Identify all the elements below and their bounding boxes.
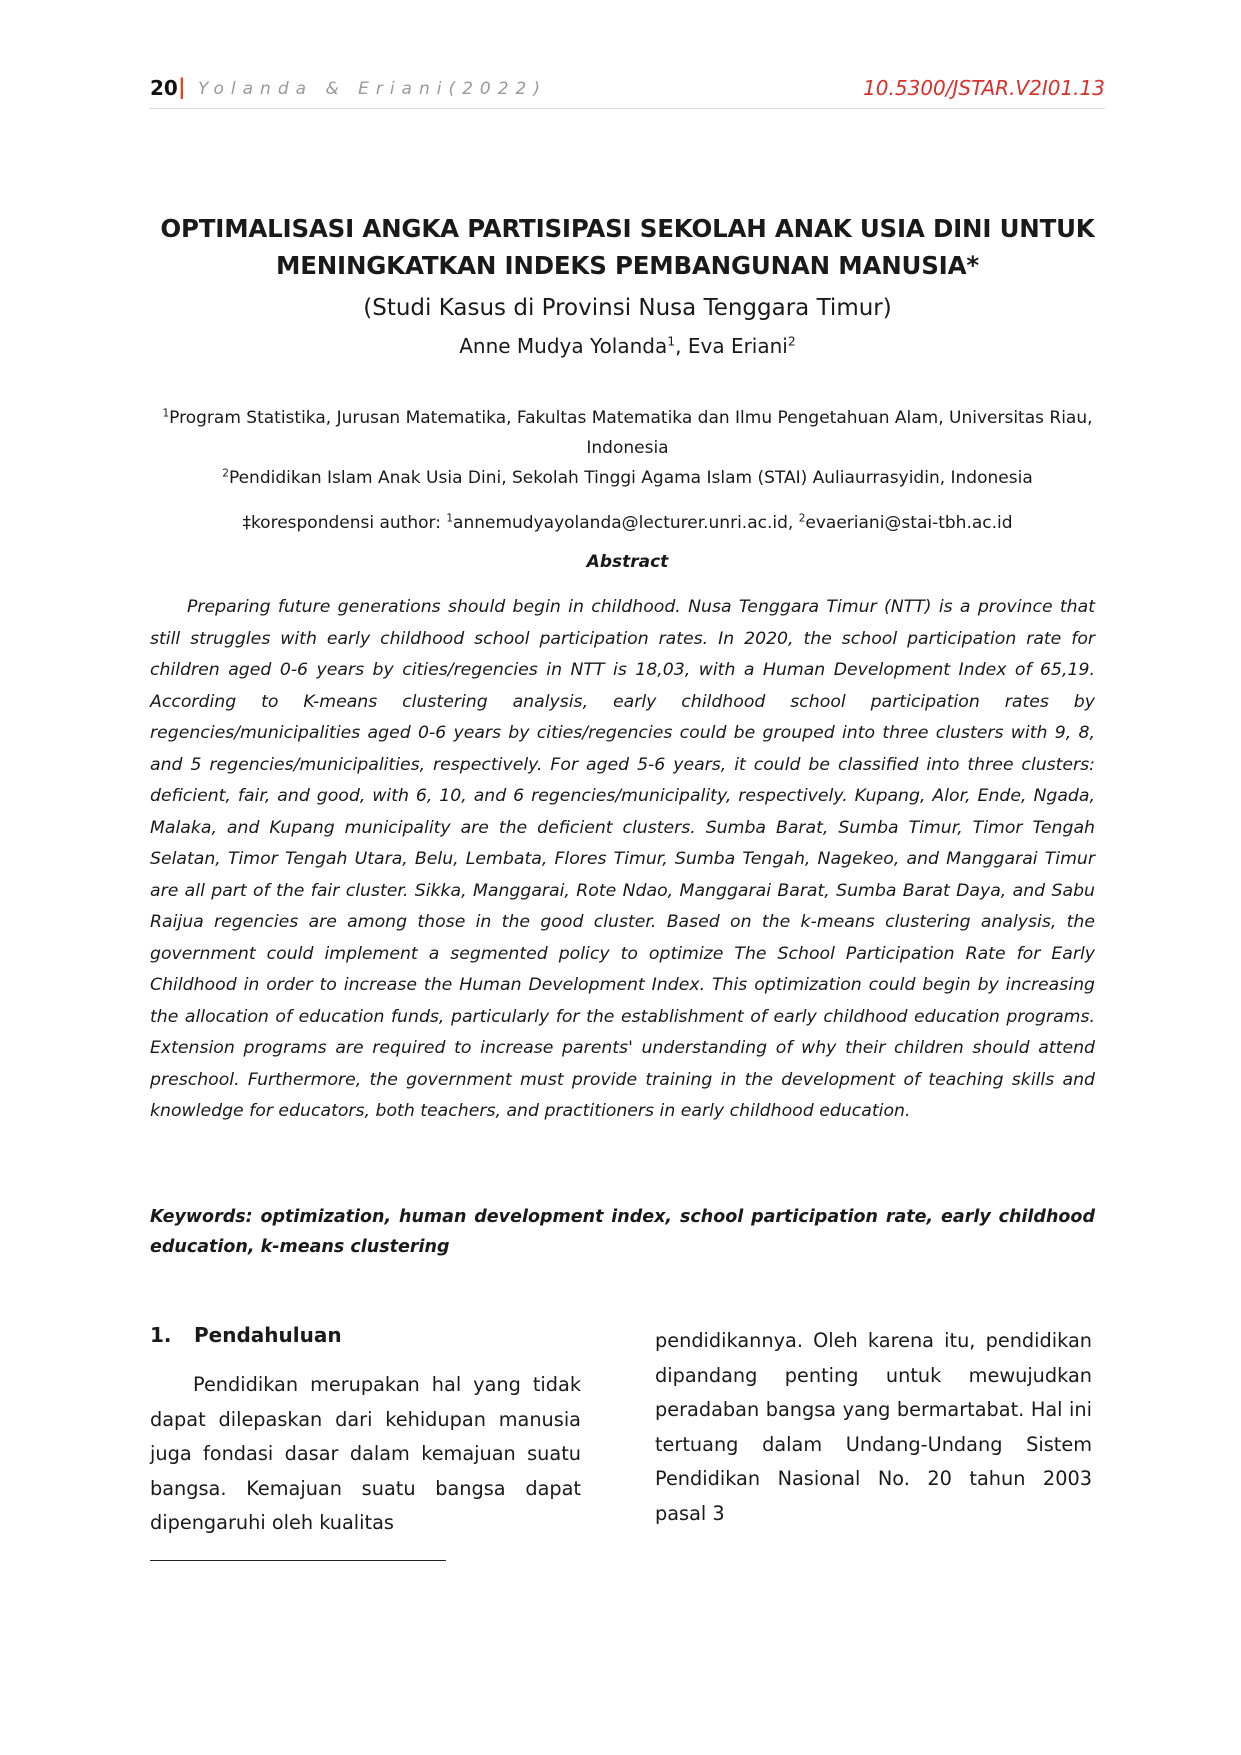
affiliation-2 bbox=[150, 463, 1105, 493]
section-title: Pendahuluan bbox=[194, 1323, 342, 1347]
doi-link[interactable]: 10.5300/JSTAR.V2I01.13 bbox=[863, 76, 1105, 100]
section-number: 1. bbox=[150, 1323, 172, 1347]
affiliation-mark: 1 bbox=[162, 407, 170, 420]
affiliation-1 bbox=[150, 403, 1105, 463]
affiliation-text: Pendidikan Islam Anak Usia Dini, Sekolah Tinggi Agama Islam (STAI) Auliaurrasyidin, Indonesia bbox=[228, 468, 1033, 488]
correspondence-label: ‡korespondensi author: bbox=[242, 513, 447, 533]
affiliation-text: Program Statistika, Jurusan Matematika, Fakultas Matematika dan Ilmu Pengetahuan Alam, Universitas Riau, Indonesia bbox=[169, 408, 1093, 458]
affiliation-mark: 2 bbox=[222, 467, 229, 480]
body-text-left-column: Pendidikan merupakan hal yang tidak dapat dilepaskan dari kehidupan manusia juga fondasi dasar dalam kemajuan suatu bangsa. Kemajuan suatu bangsa dapat dipengaruhi oleh kualitas bbox=[150, 1373, 581, 1534]
email-link[interactable]: evaeriani@stai-tbh.ac.id bbox=[805, 513, 1013, 533]
affiliation-mark: 2 bbox=[798, 512, 806, 525]
section-heading bbox=[150, 1323, 342, 1347]
author-separator: , bbox=[675, 334, 688, 358]
author-name: Eva Eriani bbox=[687, 334, 788, 358]
correspondence-line bbox=[150, 508, 1105, 538]
keywords: Keywords: optimization, human development index, school participation rate, early childhood education, k-means clustering bbox=[150, 1207, 1095, 1257]
footnote-divider bbox=[150, 1560, 446, 1561]
email-separator: , bbox=[787, 513, 799, 533]
affiliation-mark: 2 bbox=[787, 333, 796, 349]
body-text-right-column: pendidikannya. Oleh karena itu, pendidikan dipandang penting untuk mewujudkan peradaban bangsa yang bermartabat. Hal ini tertuang dalam Undang-Undang Sistem Pendidikan Nasional No. 20 tahun 2003 pasal 3 bbox=[655, 1329, 1092, 1525]
affiliation-mark: 1 bbox=[446, 512, 454, 525]
paper-title: OPTIMALISASI ANGKA PARTISIPASI SEKOLAH ANAK USIA DINI UNTUK MENINGKATKAN INDEKS PEMBANGUNAN MANUSIA* bbox=[160, 214, 1095, 280]
page-header bbox=[150, 74, 1105, 109]
page-number: 20 bbox=[150, 76, 178, 100]
abstract-heading: Abstract bbox=[586, 552, 669, 572]
author-list bbox=[150, 330, 1105, 362]
author-name: Anne Mudya Yolanda bbox=[459, 334, 668, 358]
paper-subtitle: (Studi Kasus di Provinsi Nusa Tenggara Timur) bbox=[363, 295, 892, 321]
running-head: Yolanda & Eriani(2022) bbox=[198, 79, 548, 99]
header-separator: | bbox=[178, 75, 186, 99]
email-link[interactable]: annemudyayolanda@lecturer.unri.ac.id bbox=[453, 513, 788, 533]
abstract-body: Preparing future generations should begin in childhood. Nusa Tenggara Timur (NTT) is a province that still struggles with early childhood school participation rates. In 2020, the school participation rate for children aged 0-6 years by cities/regencies in NTT is 18,03, with a Human Development Index of 65,19. According to K-means clustering analysis, early childhood school participation rates by regencies/municipalities aged 0-6 years by cities/regencies could be grouped into three clusters with 9, 8, and 5 regencies/municipalities, respectively. For aged 5-6 years, it could be classified into three clusters: deficient, fair, and good, with 6, 10, and 6 regencies/municipality, respectively. Kupang, Alor, Ende, Ngada, Malaka, and Kupang municipality are the deficient clusters. Sumba Barat, Sumba Timur, Timor Tengah Selatan, Timor Tengah Utara, Belu, Lembata, Flores Timur, Sumba Tengah, Nagekeo, and Manggarai Timur are all part of the fair cluster. Sikka, Manggarai, Rote Ndao, Manggarai Barat, Sumba Barat Daya, and Sabu Raijua regencies are among those in the good cluster. Based on the k-means clustering analysis, the government could implement a segmented policy to optimize The School Participation Rate for Early Childhood in order to increase the Human Development Index. This optimization could begin by increasing the allocation of education funds, particularly for the establishment of early childhood education programs. Extension programs are required to increase parents' understanding of why their children should attend preschool. Furthermore, the government must provide training in the development of teaching skills and knowledge for educators, both teachers, and practitioners in early childhood education. bbox=[150, 597, 1095, 1121]
affiliation-mark: 1 bbox=[667, 333, 676, 349]
